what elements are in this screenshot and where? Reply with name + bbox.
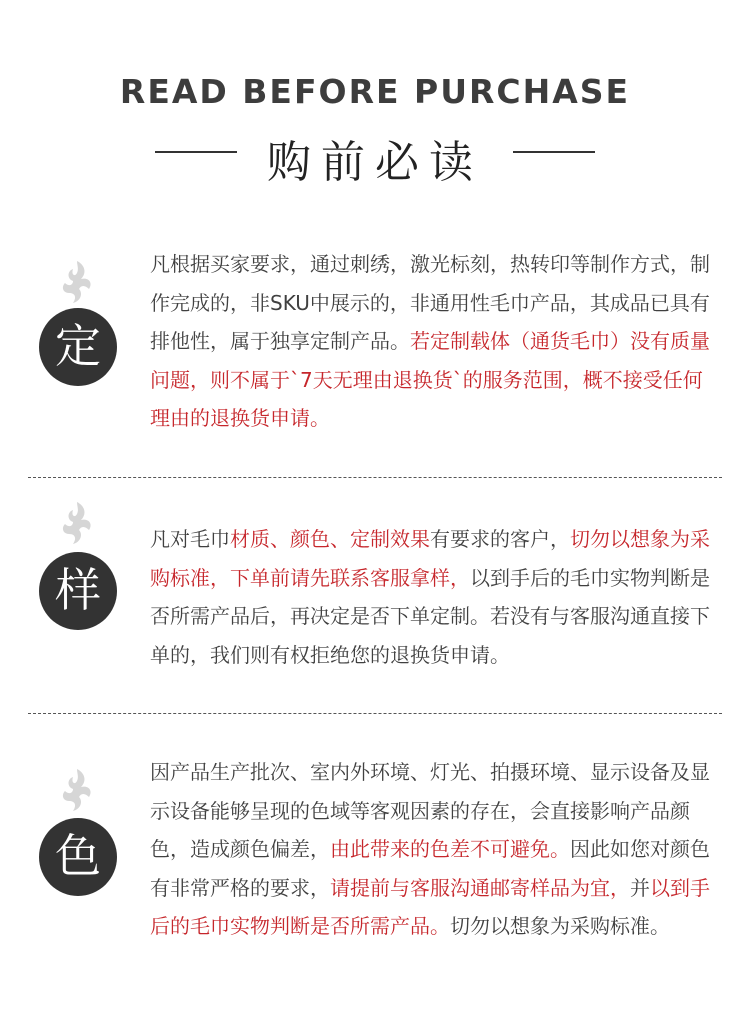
text-segment-highlight: 由此带来的色差不可避免。 [330, 837, 570, 861]
text-segment: 因此如您对颜色有非常严格的要求， [150, 837, 710, 900]
section-text [150, 753, 710, 946]
divider [28, 713, 722, 714]
text-segment: 因产品生产批次、室内外环境、灯光、拍摄环境、显示设备及显示设备能够呈现的色域等客观因素的存在，会直接影响产品颜色，造成颜色偏差， [150, 760, 710, 861]
text-segment: 凡根据买家要求，通过刺绣，激光标刻，热转印等制作方式，制作完成的，非SKU中展示的，非通用性毛巾产品，其成品已具有排他性，属于独享定制产品。 [150, 252, 710, 353]
badge-sample: 样 [39, 552, 117, 630]
phoenix-icon [55, 257, 95, 307]
title-rule-right [513, 151, 595, 153]
badge-color: 色 [39, 818, 117, 896]
text-segment: 以到手后的毛巾实物判断是否所需产品后，再决定是否下单定制。若没有与客服沟通直接下单的，我们则有权拒绝您的退换货申请。 [150, 565, 710, 667]
section-text [150, 520, 710, 674]
english-title: READ BEFORE PURCHASE [119, 72, 631, 111]
text-segment: 切勿以想象为采购标准。 [450, 914, 670, 938]
phoenix-icon [55, 498, 95, 548]
text-segment: 凡对毛巾 [150, 527, 230, 551]
text-segment-highlight: 材质、颜色、定制效果 [230, 527, 430, 551]
section-sample [0, 520, 750, 690]
text-segment-highlight: 请提前与客服沟通邮寄样品为宜， [330, 875, 630, 900]
text-segment-highlight: 若定制载体（通货毛巾）没有质量问题，则不属于`7天无理由退换货`的服务范围，概不接受任何理由的退换货申请。 [150, 329, 710, 430]
phoenix-icon [55, 765, 95, 815]
text-segment-highlight: 以到手后的毛巾实物判断是否所需产品。 [150, 875, 710, 938]
chinese-title-row [0, 122, 750, 188]
text-segment: 有要求的客户， [430, 527, 570, 551]
divider [28, 477, 722, 478]
text-segment-highlight: 切勿以想象为采购标准，下单前请先联系客服拿样， [150, 527, 710, 590]
section-text [150, 245, 710, 438]
text-segment: 并 [630, 875, 650, 900]
chinese-title: 购前必读 [267, 137, 483, 188]
section-color [0, 753, 750, 993]
badge-custom: 定 [39, 308, 117, 386]
title-rule-left [155, 151, 237, 153]
section-custom [0, 245, 750, 445]
